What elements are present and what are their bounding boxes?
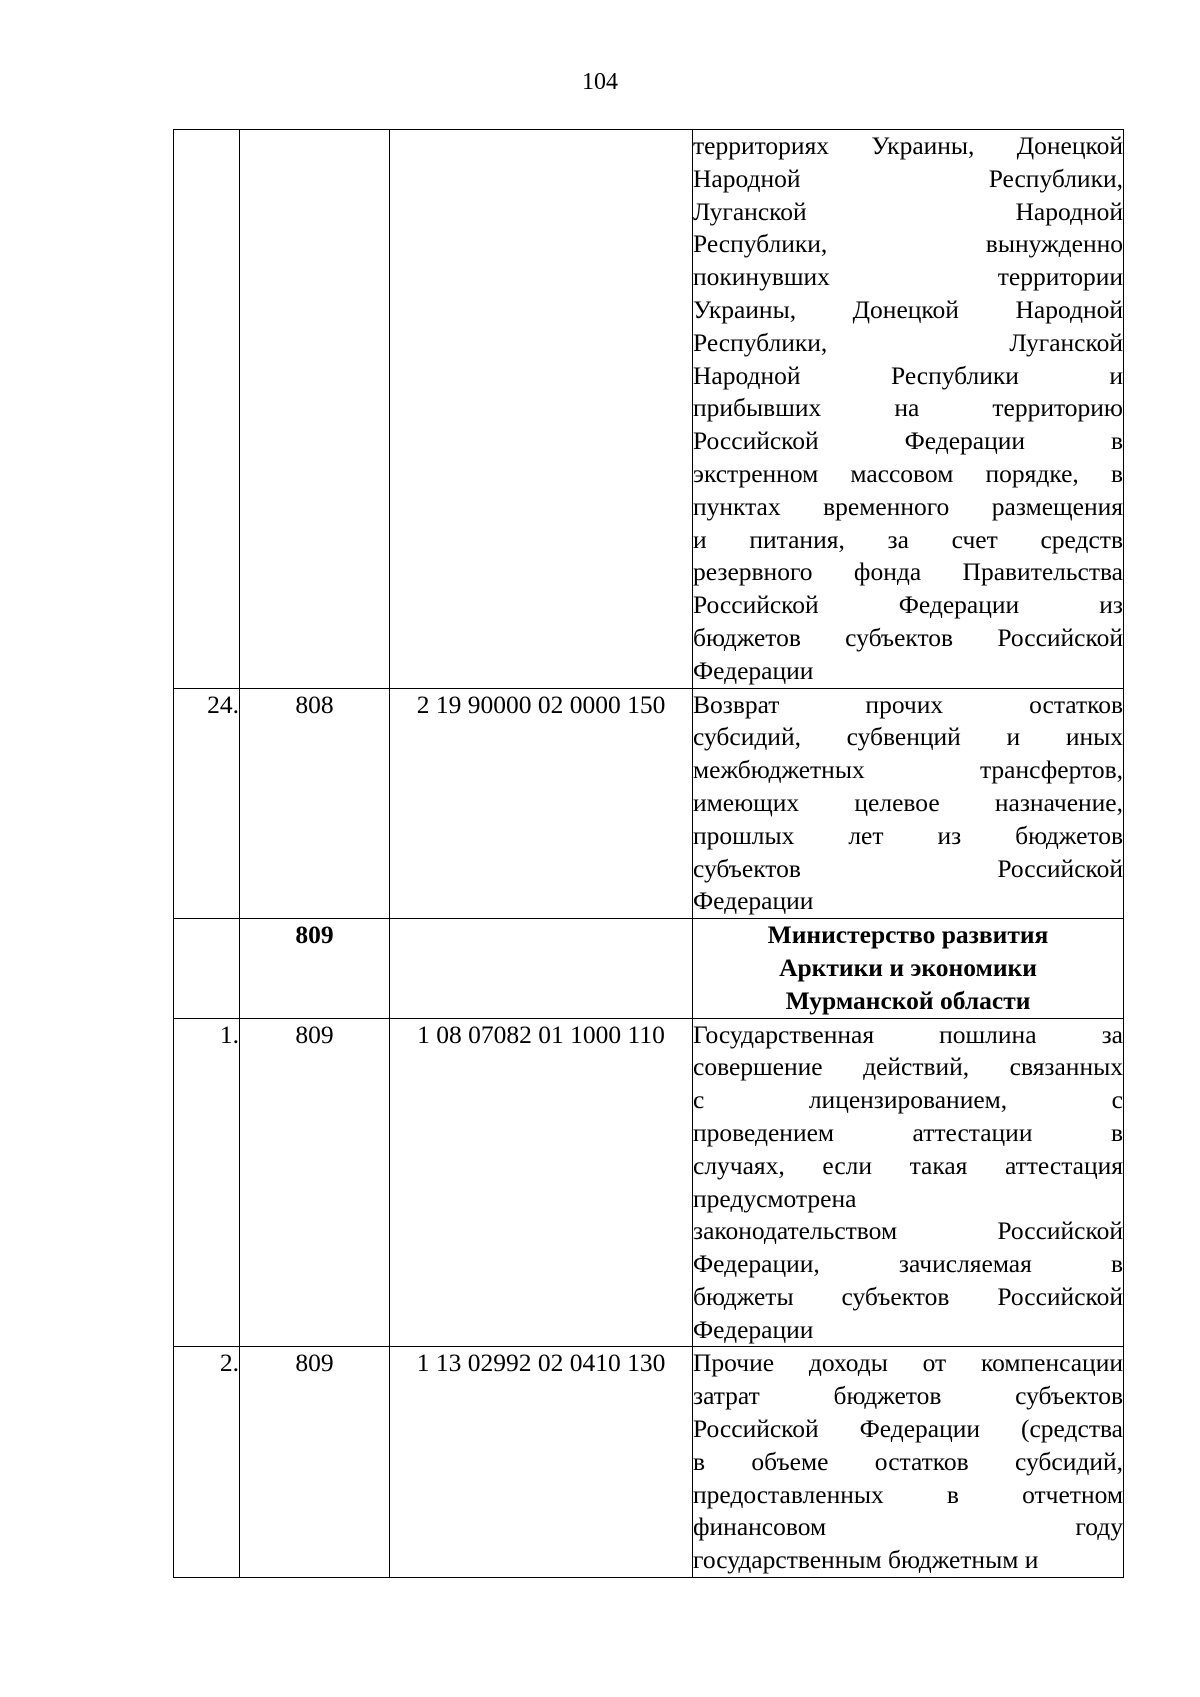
page-number: 104 <box>582 69 618 95</box>
text-line: предусмотрена <box>693 1183 857 1213</box>
text-line: в объеме остатков субсидий, <box>693 1446 1123 1476</box>
revenue-name <box>693 688 1124 919</box>
text-line: предоставленных в отчетном <box>693 1479 1123 1509</box>
text-line: Федерации <box>693 1314 814 1344</box>
row-number: 1. <box>174 1018 240 1347</box>
table-row <box>174 130 1124 689</box>
budget-classification-code: 1 08 07082 01 1000 110 <box>390 1018 693 1347</box>
row-number <box>174 919 240 1018</box>
text-line: финансовом году <box>693 1512 1123 1542</box>
text-line: Мурманской области <box>785 985 1031 1015</box>
text-line: бюджеты субъектов Российской <box>693 1281 1123 1311</box>
text-line: Государственная пошлина за <box>693 1019 1123 1049</box>
administrator-code: 809 <box>240 919 390 1018</box>
revenue-name <box>693 1347 1124 1578</box>
text-line: субсидий, субвенций и иных <box>693 722 1123 752</box>
text-line: Федерации, зачисляемая в <box>693 1249 1123 1279</box>
text-line: резервного фонда Правительства <box>693 557 1123 587</box>
revenue-name <box>693 1018 1124 1347</box>
text-line: имеющих целевое назначение, <box>693 787 1123 817</box>
table-row <box>174 1347 1124 1578</box>
text-line: Прочие доходы от компенсации <box>693 1348 1123 1378</box>
budget-classification-code: 2 19 90000 02 0000 150 <box>390 688 693 919</box>
text-line: межбюджетных трансфертов, <box>693 755 1123 785</box>
row-number: 24. <box>174 688 240 919</box>
text-line: законодательством Российской <box>693 1216 1123 1246</box>
budget-table <box>173 129 1124 1578</box>
administrator-code: 809 <box>240 1347 390 1578</box>
text-line: Российской Федерации (средства <box>693 1414 1123 1444</box>
text-line: Народной Республики и <box>693 360 1123 390</box>
text-line: прибывших на территорию <box>693 393 1123 423</box>
table-row <box>174 919 1124 1018</box>
text-line: и питания, за счет средств <box>693 524 1123 554</box>
text-line: Российской Федерации из <box>693 590 1123 620</box>
table-row <box>174 1018 1124 1347</box>
budget-classification-code <box>390 919 693 1018</box>
section-heading <box>693 919 1124 1018</box>
budget-classification-code <box>390 130 693 689</box>
administrator-code: 808 <box>240 688 390 919</box>
row-number <box>174 130 240 689</box>
text-line: Луганской Народной <box>693 196 1123 226</box>
budget-classification-code: 1 13 02992 02 0410 130 <box>390 1347 693 1578</box>
text-line: покинувших территории <box>693 262 1123 292</box>
text-line: Возврат прочих остатков <box>693 689 1123 719</box>
text-line: Украины, Донецкой Народной <box>693 294 1123 324</box>
text-line: Народной Республики, <box>693 163 1123 193</box>
administrator-code: 809 <box>240 1018 390 1347</box>
text-line: совершение действий, связанных <box>693 1052 1123 1082</box>
administrator-code <box>240 130 390 689</box>
text-line: проведением аттестации в <box>693 1117 1123 1147</box>
table-row <box>174 688 1124 919</box>
table-body <box>174 130 1124 1578</box>
text-line: субъектов Российской <box>693 853 1123 883</box>
text-line: с лицензированием, с <box>693 1085 1123 1115</box>
text-line: бюджетов субъектов Российской <box>693 622 1123 652</box>
text-line: Республики, вынужденно <box>693 229 1123 259</box>
text-line: Федерации <box>693 886 814 916</box>
text-line: экстренном массовом порядке, в <box>693 458 1123 488</box>
text-line: территориях Украины, Донецкой <box>693 131 1123 160</box>
text-line: пунктах временного размещения <box>693 491 1123 521</box>
text-line: Министерство развития <box>767 920 1049 950</box>
text-line: Российской Федерации в <box>693 426 1123 456</box>
row-number: 2. <box>174 1347 240 1578</box>
text-line: Республики, Луганской <box>693 327 1123 357</box>
text-line: Федерации <box>693 655 814 685</box>
text-line: государственным бюджетным и <box>693 1545 1039 1575</box>
text-line: случаях, если такая аттестация <box>693 1150 1123 1180</box>
revenue-name <box>693 130 1124 689</box>
text-line: Арктики и экономики <box>779 952 1037 982</box>
text-line: прошлых лет из бюджетов <box>693 820 1123 850</box>
text-line: затрат бюджетов субъектов <box>693 1381 1123 1411</box>
